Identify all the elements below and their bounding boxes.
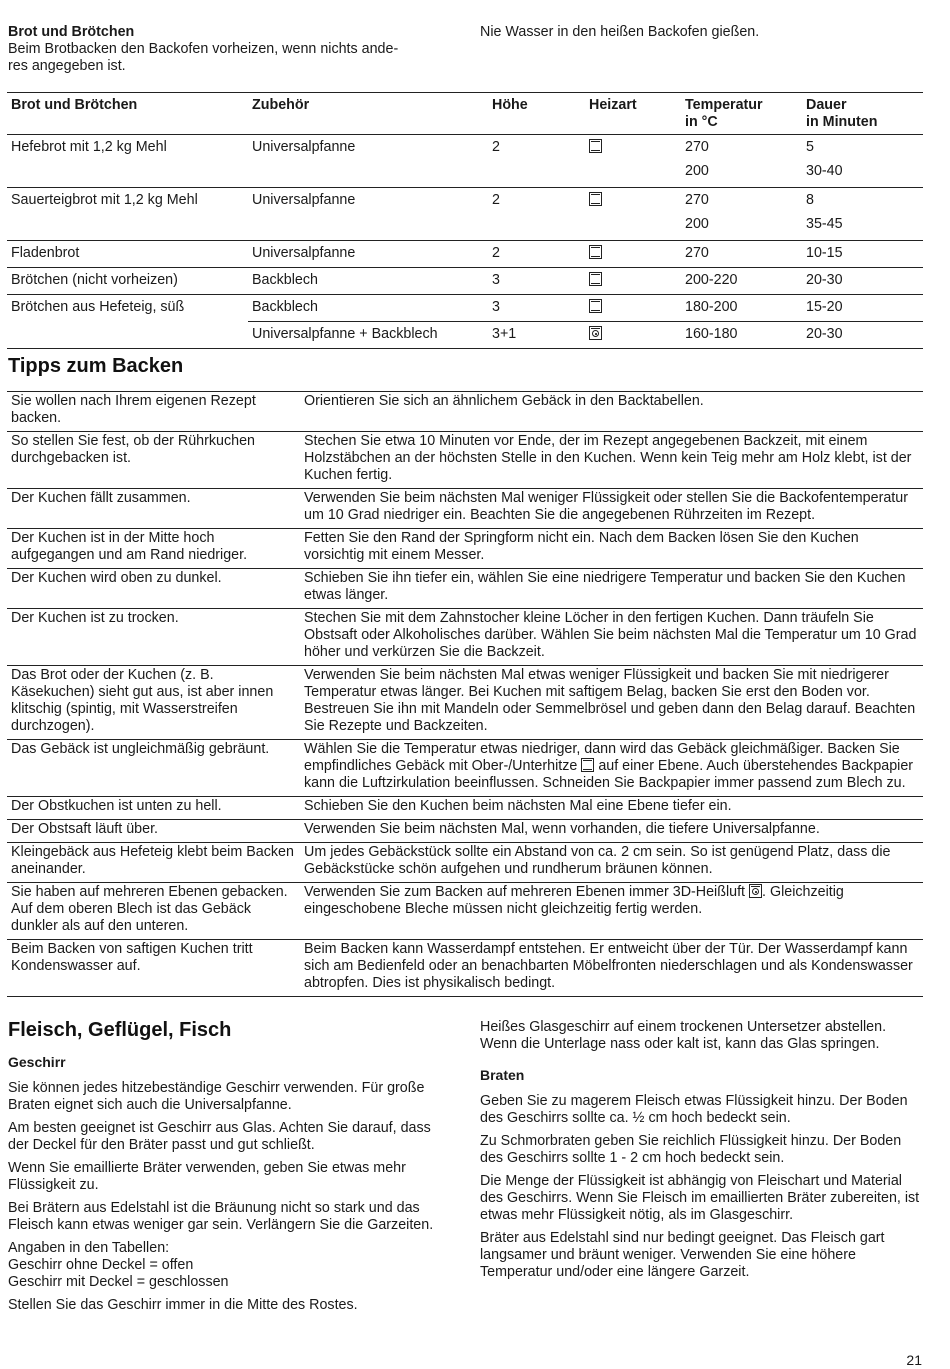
problem-text: Das Brot oder der Kuchen (z. B. Käsekuchen) sieht gut aus, ist aber innen klitschig (spintig, mit Wasserstreifen durchzogen). [11, 667, 274, 734]
table-row-sub [7, 214, 923, 241]
row-temp-2: 200 [685, 163, 709, 179]
row-height: 3 [488, 295, 585, 322]
paragraph: Die Menge der Flüssigkeit ist abhängig von Fleischart und Material des Geschirrs. Wenn Sie Fleisch im emaillierten Bräter zubereiten, ist etwas mehr Flüssigkeit nötig, als im Glasgeschirr. [480, 1173, 920, 1223]
row-accessory: Universalpfanne [252, 192, 356, 208]
row-accessory: Universalpfanne + Backblech [252, 326, 438, 342]
intro-heading: Brot und Brötchen [8, 24, 135, 40]
paragraph: Stellen Sie das Geschirr immer in die Mitte des Rostes. [8, 1297, 358, 1313]
solution-text: Wählen Sie die Temperatur etwas niedriger, dann wird das Gebäck gleichmäßiger. Backen Sie empfindliches Gebäck mit Ober-/Unterhitze auf einer Ebene. Auch überstehendes Backpapier kann die Luftzirkulation beeinflussen. Schneiden Sie Backpapier immer passend zum Blech zu. [304, 741, 914, 791]
row-temp-2: 200 [685, 216, 709, 232]
problem-text: Der Obstsaft läuft über. [11, 821, 159, 837]
meat-left-column [8, 1054, 448, 1320]
3d-hot-air-icon [749, 884, 762, 898]
row-height: 2 [492, 139, 500, 155]
tips-table [7, 391, 923, 997]
table-row [7, 609, 923, 666]
intro-left [8, 24, 448, 75]
row-temp: 270 [685, 139, 709, 155]
header-heating: Heizart [589, 97, 637, 113]
table-row [7, 268, 923, 295]
row-time: 20-30 [806, 326, 843, 342]
solution-text: Schieben Sie ihn tiefer ein, wählen Sie eine niedrigere Temperatur und backen Sie den Kuchen etwas länger. [304, 570, 906, 603]
row-time-2: 30-40 [806, 163, 843, 179]
table-row [7, 489, 923, 529]
row-time: 8 [806, 192, 814, 208]
row-temp: 200-220 [685, 272, 738, 288]
top-bottom-heat-icon [589, 192, 602, 206]
header-name: Brot und Brötchen [11, 97, 138, 113]
row-temp: 180-200 [681, 295, 802, 322]
header-duration: Dauer in Minuten [806, 97, 878, 130]
subheading-geschirr: Geschirr [8, 1054, 66, 1070]
row-time: 15-20 [802, 295, 923, 322]
bread-table [7, 92, 923, 349]
problem-text: Kleingebäck aus Hefeteig klebt beim Backen aneinander. [11, 844, 294, 877]
top-bottom-heat-icon [581, 758, 594, 772]
table-row [7, 432, 923, 489]
intro-warning: Nie Wasser in den heißen Backofen gießen. [480, 24, 760, 40]
table-row [7, 843, 923, 883]
row-time: 5 [806, 139, 814, 155]
intro-line-1: Beim Brotbacken den Backofen vorheizen, wenn nichts ande- [8, 41, 399, 57]
paragraph: Sie können jedes hitzebeständige Geschirr verwenden. Für große Braten eignet sich auch die Universalpfanne. [8, 1080, 425, 1113]
paragraph: Heißes Glasgeschirr auf einem trockenen Untersetzer abstellen. Wenn die Unterlage nass oder kalt ist, kann das Glas springen. [480, 1019, 887, 1052]
tips-heading: Tipps zum Backen [8, 355, 184, 377]
row-name: Sauerteigbrot mit 1,2 kg Mehl [11, 192, 198, 208]
solution-text: Stechen Sie etwa 10 Minuten vor Ende, der im Rezept angegebenen Backzeit, mit einem Holzstäbchen an der höchsten Stelle in den Kuchen. Wenn kein Teig mehr am Holz klebt, ist der Kuchen fertig. [304, 433, 912, 483]
table-row [7, 569, 923, 609]
paragraph: Zu Schmorbraten geben Sie reichlich Flüssigkeit hinzu. Der Boden des Geschirrs sollte 1 - 2 cm hoch bedeckt sein. [480, 1133, 902, 1166]
table-row [7, 392, 923, 432]
row-temp: 160-180 [685, 326, 738, 342]
table-row [7, 940, 923, 997]
problem-text: Der Kuchen wird oben zu dunkel. [11, 570, 222, 586]
paragraph: Bräter aus Edelstahl sind nur bedingt geeignet. Das Fleisch gart langsamer und bräunt weniger. Verwenden Sie eine höhere Temperatur und/oder eine längere Garzeit. [480, 1230, 885, 1280]
top-bottom-heat-icon [589, 245, 602, 259]
top-bottom-heat-icon [589, 139, 602, 153]
meat-right-column [480, 1019, 925, 1287]
solution-text: Verwenden Sie beim nächsten Mal weniger Flüssigkeit oder stellen Sie die Backofentemperatur um 10 Grad niedriger ein. Beachten Sie die angegebenen Rührzeiten im Rezept. [304, 490, 908, 523]
row-name: Fladenbrot [11, 245, 80, 261]
row-accessory: Universalpfanne [252, 139, 356, 155]
solution-text: Verwenden Sie zum Backen auf mehreren Ebenen immer 3D-Heißluft . Gleichzeitig eingeschobene Bleche müssen nicht gleichzeitig fertig werden. [304, 884, 844, 917]
paragraph: Geben Sie zu magerem Fleisch etwas Flüssigkeit hinzu. Der Boden des Geschirrs sollte ca. ½ cm hoch bedeckt sein. [480, 1093, 908, 1126]
row-time: 20-30 [806, 272, 843, 288]
row-height: 3 [492, 272, 500, 288]
problem-text: Das Gebäck ist ungleichmäßig gebräunt. [11, 741, 270, 757]
table-row [7, 135, 923, 162]
problem-text: Der Kuchen ist zu trocken. [11, 610, 179, 626]
row-accessory: Backblech [248, 295, 488, 322]
problem-text: So stellen Sie fest, ob der Rührkuchen durchgebacken ist. [11, 433, 255, 466]
problem-text: Sie haben auf mehreren Ebenen gebacken. Auf dem oberen Blech ist das Gebäck dunkler als auf den unteren. [11, 884, 288, 934]
row-name [7, 322, 248, 349]
page-number: 21 [906, 1352, 922, 1368]
row-name: Brötchen aus Hefeteig, süß [11, 299, 185, 315]
row-name: Hefebrot mit 1,2 kg Mehl [11, 139, 167, 155]
bread-table-header [7, 93, 923, 135]
row-temp: 270 [685, 245, 709, 261]
solution-text: Verwenden Sie beim nächsten Mal etwas weniger Flüssigkeit und backen Sie mit niedrigerer Temperatur etwas länger. Bei Kuchen mit saftigem Belag, backen Sie erst den Boden vor. Bestreuen Sie ihn mit Mandeln oder Semmelbrösel und geben dann den Belag darauf. Beachten Sie Rezepte und Backzeiten. [304, 667, 916, 734]
top-bottom-heat-icon [589, 272, 602, 286]
solution-text: Verwenden Sie beim nächsten Mal, wenn vorhanden, die tiefere Universalpfanne. [304, 821, 820, 837]
table-row [7, 740, 923, 797]
problem-text: Beim Backen von saftigen Kuchen tritt Kondenswasser auf. [11, 941, 253, 974]
top-bottom-heat-icon [589, 299, 602, 313]
problem-text: Der Kuchen fällt zusammen. [11, 490, 191, 506]
row-accessory: Backblech [252, 272, 318, 288]
table-row [7, 295, 923, 322]
row-height: 2 [492, 245, 500, 261]
solution-text: Beim Backen kann Wasserdampf entstehen. Er entweicht über der Tür. Der Wasserdampf kann sich am Bedienfeld oder an benachbarten Möbelfronten niederschlagen und als Kondenswasser abtropfen. Dies ist physikalisch bedingt. [304, 941, 913, 991]
table-row [7, 666, 923, 740]
table-row [7, 797, 923, 820]
paragraph: Wenn Sie emaillierte Bräter verwenden, geben Sie etwas mehr Flüssigkeit zu. [8, 1160, 406, 1193]
row-time: 10-15 [806, 245, 843, 261]
table-row [7, 883, 923, 940]
row-temp: 270 [685, 192, 709, 208]
solution-text: Schieben Sie den Kuchen beim nächsten Mal eine Ebene tiefer ein. [304, 798, 732, 814]
problem-text: Der Kuchen ist in der Mitte hoch aufgegangen und am Rand niedriger. [11, 530, 248, 563]
table-row-sub [7, 161, 923, 188]
table-row [7, 241, 923, 268]
paragraph: Bei Brätern aus Edelstahl ist die Bräunung nicht so stark und das Fleisch kann etwas weniger gar sein. Verlängern Sie die Garzeiten. [8, 1200, 434, 1233]
paragraph: Am besten geeignet ist Geschirr aus Glas. Achten Sie darauf, dass der Deckel für den Bräter passt und gut schließt. [8, 1120, 431, 1153]
row-height: 2 [492, 192, 500, 208]
solution-text: Stechen Sie mit dem Zahnstocher kleine Löcher in den fertigen Kuchen. Dann träufeln Sie Obstsaft oder Alkoholisches darüber. Wählen Sie beim nächsten Mal die Temperatur um 10 Grad höher und verkürzen Sie die Backzeit. [304, 610, 917, 660]
solution-text: Um jedes Gebäckstück sollte ein Abstand von ca. 2 cm sein. So ist genügend Platz, dass die Gebäckstücke schön aufgehen und rundherum bräunen können. [304, 844, 891, 877]
solution-text: Orientieren Sie sich an ähnlichem Gebäck in den Backtabellen. [304, 393, 704, 409]
3d-hot-air-icon [589, 326, 602, 340]
solution-text: Fetten Sie den Rand der Springform nicht ein. Nach dem Backen lösen Sie den Kuchen vorsichtig mit einem Messer. [304, 530, 859, 563]
header-temperature: Temperatur in °C [685, 97, 763, 130]
intro-right [480, 24, 920, 41]
problem-text: Der Obstkuchen ist unten zu hell. [11, 798, 222, 814]
table-row [7, 820, 923, 843]
row-time-2: 35-45 [806, 216, 843, 232]
header-accessory: Zubehör [252, 97, 310, 113]
problem-text: Sie wollen nach Ihrem eigenen Rezept backen. [11, 393, 256, 426]
table-row [7, 188, 923, 215]
row-height: 3+1 [492, 326, 517, 342]
table-row [7, 529, 923, 569]
row-name: Brötchen (nicht vorheizen) [11, 272, 178, 288]
header-height: Höhe [492, 97, 528, 113]
table-row [7, 322, 923, 349]
paragraph-table-legend: Angaben in den Tabellen: Geschirr ohne Deckel = offen Geschirr mit Deckel = geschlossen [8, 1240, 229, 1290]
meat-heading: Fleisch, Geflügel, Fisch [8, 1019, 232, 1041]
intro-line-2: res angegeben ist. [8, 58, 126, 74]
row-accessory: Universalpfanne [252, 245, 356, 261]
subheading-braten: Braten [480, 1067, 525, 1083]
